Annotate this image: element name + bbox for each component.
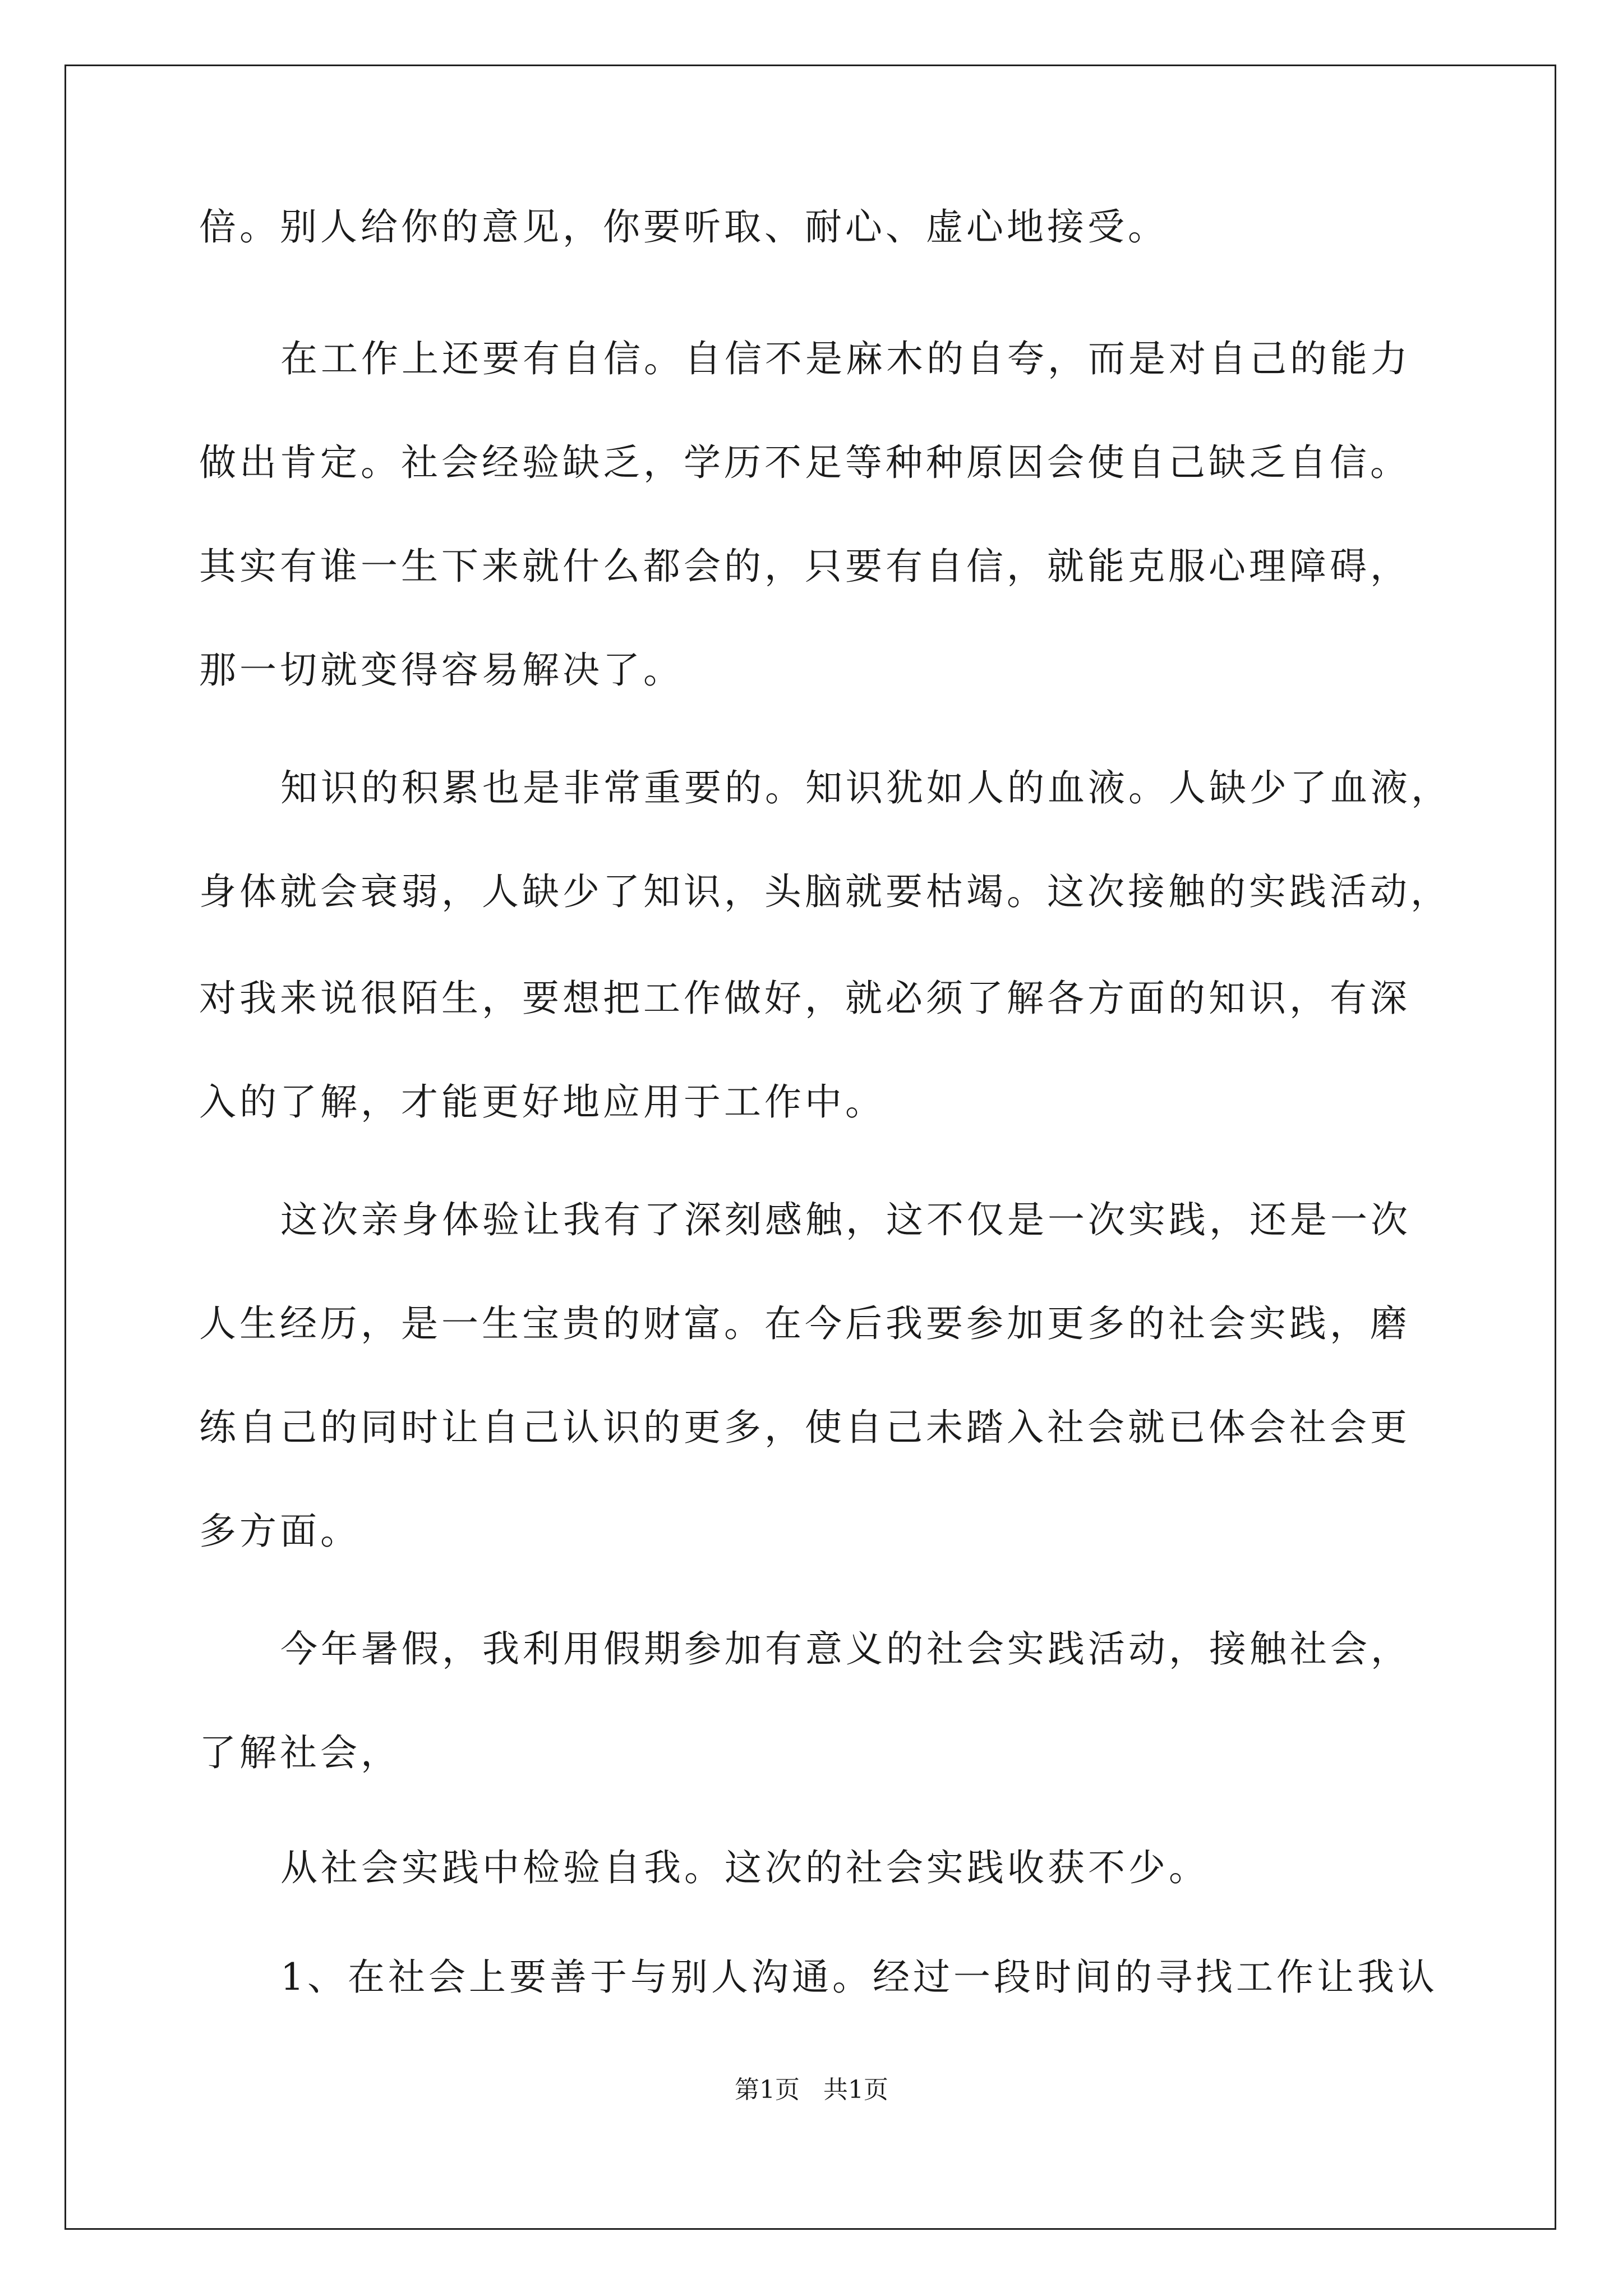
text-line: 倍。别人给你的意见，你要听取、耐心、虚心地接受。 bbox=[199, 205, 1168, 249]
text-line: 对我来说很陌生，要想把工作做好，就必须了解各方面的知识，有深 bbox=[199, 977, 1410, 1020]
text-line: 在工作上还要有自信。自信不是麻木的自夸，而是对自己的能力 bbox=[280, 337, 1411, 380]
text-line: 从社会实践中检验自我。这次的社会实践收获不少。 bbox=[280, 1846, 1209, 1889]
page-border bbox=[64, 65, 1556, 2230]
text-line: 其实有谁一生下来就什么都会的，只要有自信，就能克服心理障碍， bbox=[199, 545, 1410, 588]
text-line: 人生经历，是一生宝贵的财富。在今后我要参加更多的社会实践，磨 bbox=[199, 1302, 1410, 1345]
text-line: 今年暑假，我利用假期参加有意义的社会实践活动，接触社会， bbox=[280, 1627, 1411, 1671]
text-line: 了解社会， bbox=[199, 1731, 401, 1774]
text-line: 这次亲身体验让我有了深刻感触，这不仅是一次实践，还是一次 bbox=[280, 1198, 1411, 1241]
text-line: 身体就会衰弱，人缺少了知识，头脑就要枯竭。这次接触的实践活动， bbox=[199, 870, 1451, 913]
text-line: 知识的积累也是非常重要的。知识犹如人的血液。人缺少了血液， bbox=[280, 766, 1451, 809]
text-line: 练自己的同时让自己认识的更多，使自己未踏入社会就已体会社会更 bbox=[199, 1406, 1410, 1449]
text-line: 入的了解，才能更好地应用于工作中。 bbox=[199, 1080, 886, 1124]
text-line: 做出肯定。社会经验缺乏，学历不足等种种原因会使自己缺乏自信。 bbox=[199, 441, 1410, 484]
text-line: 1、在社会上要善于与别人沟通。经过一段时间的寻找工作让我认 bbox=[280, 1955, 1438, 1999]
text-line: 多方面。 bbox=[199, 1510, 361, 1553]
page-number-footer: 第1页 共1页 bbox=[735, 2076, 888, 2104]
text-line: 那一切就变得容易解决了。 bbox=[199, 648, 684, 692]
